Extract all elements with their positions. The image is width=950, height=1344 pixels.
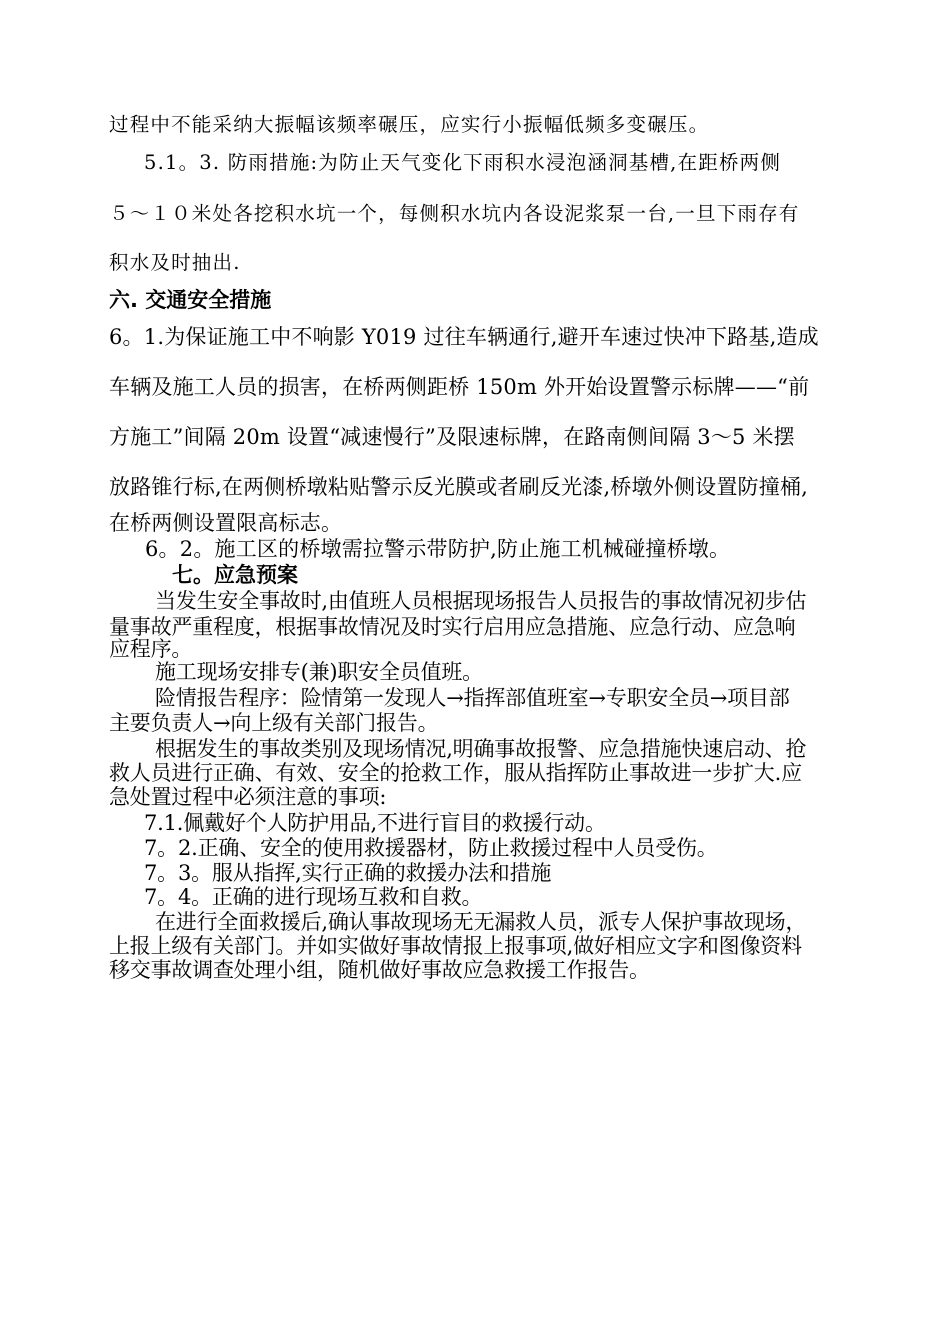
section7-p3-line-1: 险情报告程序：险情第一发现人→指挥部值班室→专职安全员→项目部 xyxy=(155,686,790,710)
section5-line-3: ５～１０米处各挖积水坑一个，每侧积水坑内各设泥浆泵一台,一旦下雨存有 xyxy=(109,202,800,225)
section5-line-4: 积水及时抽出. xyxy=(109,251,241,274)
section7-p4-line-2: 救人员进行正确、有效、安全的抢救工作，服从指挥防止事故进一步扩大.应 xyxy=(109,761,802,785)
section6-line-3: 方施工”间隔 20m 设置“减速慢行”及限速标牌，在路南侧间隔 3～5 米摆 xyxy=(109,425,795,449)
section7-p5-line-3: 移交事故调查处理小组，随机做好事故应急救援工作报告。 xyxy=(109,958,650,982)
section7-p1-line-3: 应程序。 xyxy=(109,637,193,661)
section7-item-2: 7。2.正确、安全的使用救援器材，防止救援过程中人员受伤。 xyxy=(144,836,718,860)
section7-item-1: 7.1.佩戴好个人防护用品,不进行盲目的救援行动。 xyxy=(144,811,606,835)
section7-p3-line-2: 主要负责人→向上级有关部门报告。 xyxy=(109,711,439,735)
section5-line-1: 过程中不能采纳大振幅该频率碾压，应实行小振幅低频多变碾压。 xyxy=(109,113,710,136)
section7-p5-line-2: 上报上级有关部门。并如实做好事故情报上报事项,做好相应文字和图像资料 xyxy=(109,934,802,958)
section7-p5-line-1: 在进行全面救援后,确认事故现场无无漏救人员，派专人保护事故现场， xyxy=(155,910,807,934)
section5-line-2: 5.1。3. 防雨措施:为防止天气变化下雨积水浸泡涵洞基槽,在距桥两侧 xyxy=(144,151,782,174)
section7-item-4: 7。4。正确的进行现场互救和自救。 xyxy=(144,885,483,909)
section7-item-3: 7。3。服从指挥,实行正确的救援办法和措施 xyxy=(144,861,552,885)
section7-p1-line-2: 量事故严重程度，根据事故情况及时实行启用应急措施、应急行动、应急响 xyxy=(109,615,796,639)
section6-line-1: 6。1.为保证施工中不响影 Y019 过往车辆通行,避开车速过快冲下路基,造成 xyxy=(109,325,819,349)
section7-p4-line-3: 急处置过程中必须注意的事项: xyxy=(109,785,387,809)
section7-p2-line-1: 施工现场安排专(兼)职安全员值班。 xyxy=(155,660,483,684)
section7-p4-line-1: 根据发生的事故类别及现场情况,明确事故报警、应急措施快速启动、抢 xyxy=(155,737,807,761)
section7-heading: 七。应急预案 xyxy=(172,563,298,587)
section6-heading: 六. 交通安全措施 xyxy=(109,288,272,312)
section6-line-6: 6。2。施工区的桥墩需拉警示带防护,防止施工机械碰撞桥墩。 xyxy=(145,537,731,561)
section6-line-5: 在桥两侧设置限高标志。 xyxy=(109,511,343,535)
section7-p1-line-1: 当发生安全事故时,由值班人员根据现场报告人员报告的事故情况初步估 xyxy=(155,589,807,613)
section6-line-2: 车辆及施工人员的损害，在桥两侧距桥 150m 外开始设置警示标牌——“前 xyxy=(109,375,810,399)
section6-line-4: 放路锥行标,在两侧桥墩粘贴警示反光膜或者刷反光漆,桥墩外侧设置防撞桶, xyxy=(109,475,809,499)
